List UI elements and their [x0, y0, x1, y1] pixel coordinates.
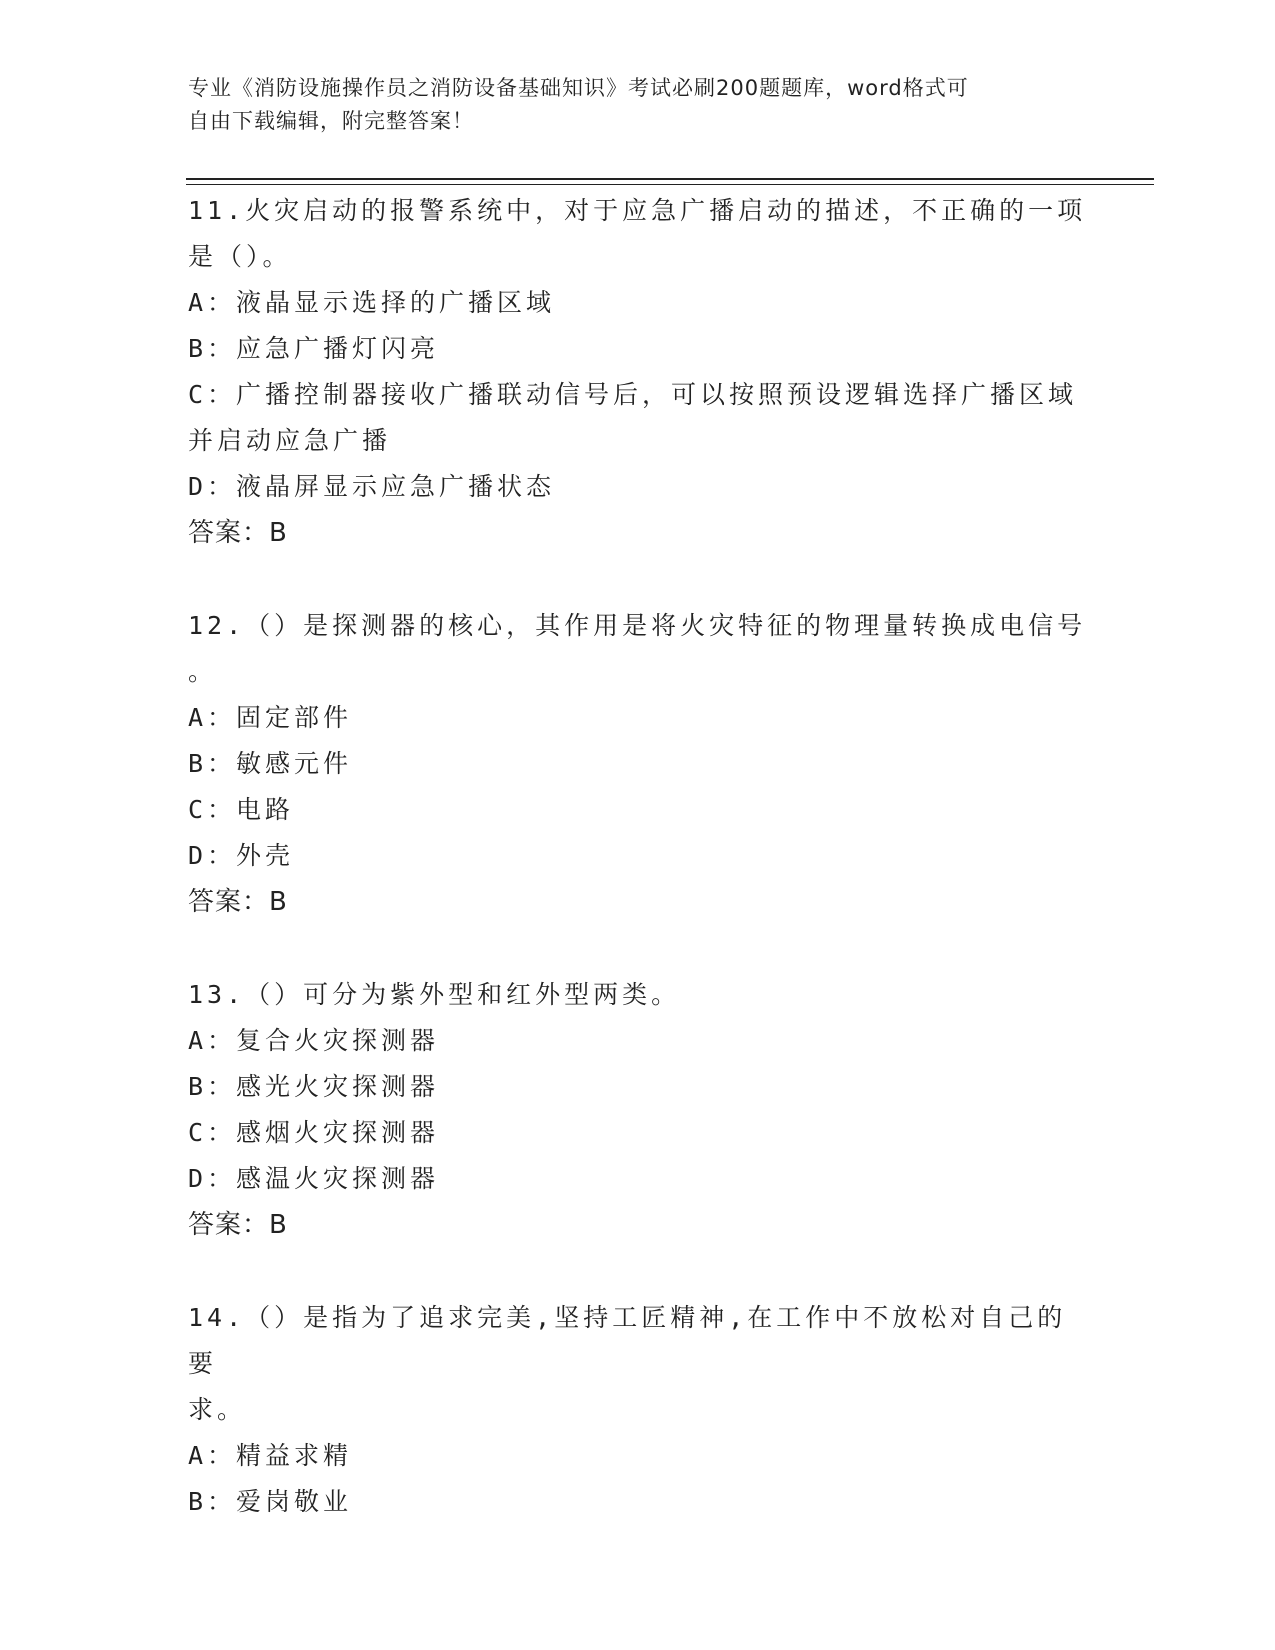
- option-a: A：复合火灾探测器: [188, 1026, 440, 1055]
- page-header: [188, 72, 1088, 138]
- header-divider-thick: [186, 178, 1154, 180]
- option-a: A：液晶显示选择的广播区域: [188, 288, 556, 317]
- option-d: D：感温火灾探测器: [188, 1164, 440, 1193]
- question-stem-line: 求。: [188, 1395, 247, 1424]
- question-14: [188, 1295, 1088, 1525]
- option-b: B：应急广播灯闪亮: [188, 334, 440, 363]
- question-stem-line: 12.（）是探测器的核心，其作用是将火灾特征的物理量转换成电信号: [188, 611, 1087, 640]
- question-stem-line: 。: [188, 657, 218, 686]
- option-b: B：爱岗敬业: [188, 1487, 353, 1516]
- option-a: A：精益求精: [188, 1441, 353, 1470]
- option-a: A：固定部件: [188, 703, 353, 732]
- answer-label: 答案：B: [188, 887, 288, 917]
- answer-label: 答案：B: [188, 518, 288, 548]
- question-stem-line: 11.火灾启动的报警系统中，对于应急广播启动的描述，不正确的一项: [188, 196, 1087, 225]
- option-b: B：感光火灾探测器: [188, 1072, 440, 1101]
- question-11: [188, 188, 1088, 556]
- question-stem-line: 13.（）可分为紫外型和红外型两类。: [188, 980, 681, 1009]
- header-divider-thin: [186, 184, 1154, 185]
- option-c: C：电路: [188, 795, 295, 824]
- header-line-1: 专业《消防设施操作员之消防设备基础知识》考试必刷200题题库，word格式可: [188, 76, 969, 100]
- option-c: C：广播控制器接收广播联动信号后，可以按照预设逻辑选择广播区域: [188, 380, 1078, 409]
- question-stem-line: 14.（）是指为了追求完美,坚持工匠精神,在工作中不放松对自己的要: [188, 1303, 1067, 1378]
- header-line-2: 自由下载编辑，附完整答案！: [188, 109, 474, 133]
- question-list: [188, 188, 1088, 1525]
- option-d: D：外壳: [188, 841, 295, 870]
- option-c-continued: 并启动应急广播: [188, 426, 392, 455]
- option-b: B：敏感元件: [188, 749, 353, 778]
- question-stem-line: 是（）。: [188, 242, 292, 271]
- question-13: [188, 972, 1088, 1248]
- option-d: D：液晶屏显示应急广播状态: [188, 472, 556, 501]
- option-c: C：感烟火灾探测器: [188, 1118, 440, 1147]
- answer-label: 答案：B: [188, 1210, 288, 1240]
- question-12: [188, 603, 1088, 925]
